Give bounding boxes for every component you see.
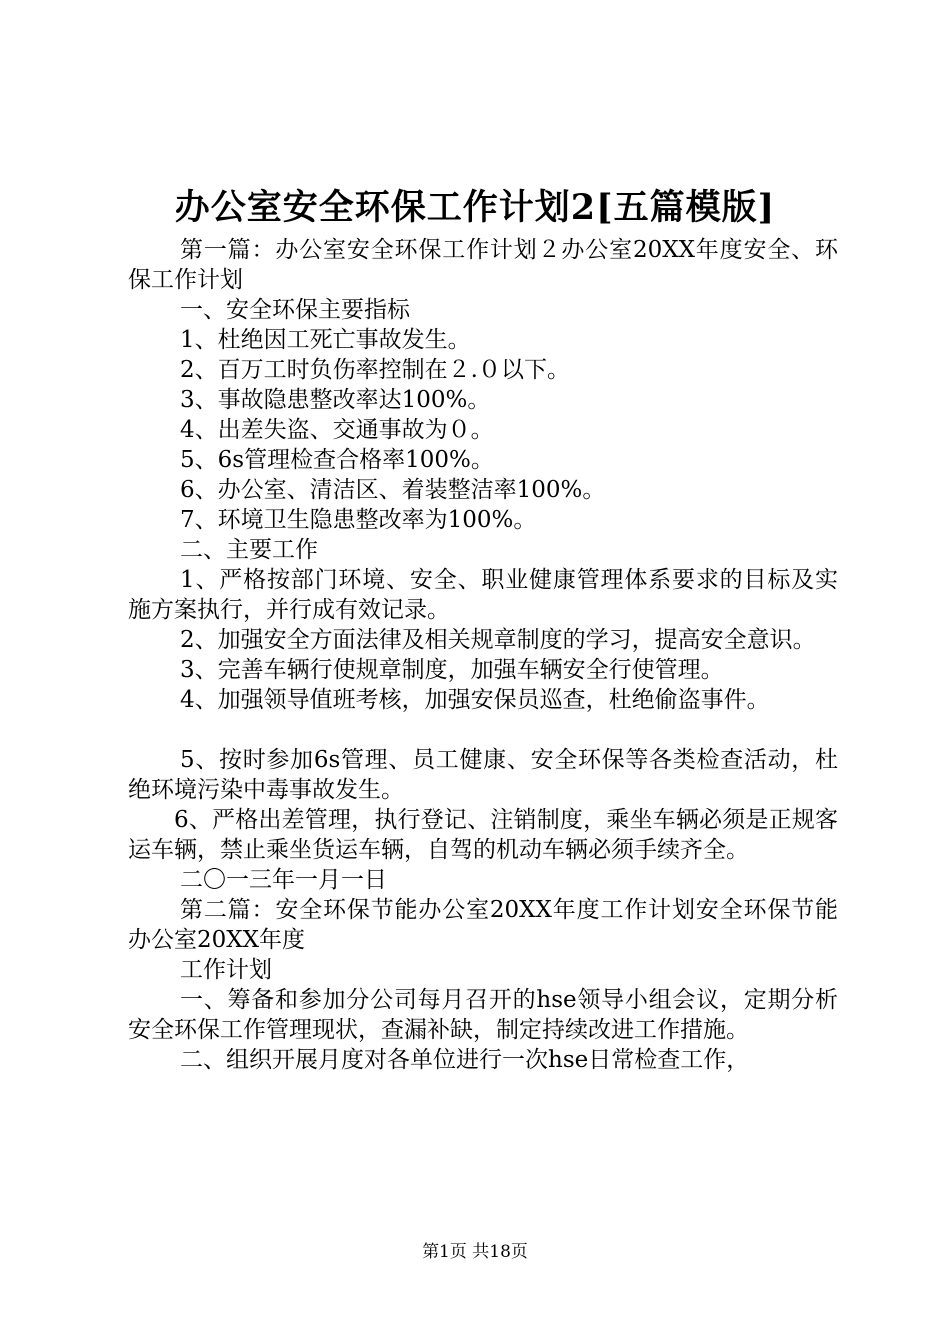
- document-title: 办公室安全环保工作计划2[五篇模版]: [174, 187, 776, 228]
- work-item: 6、严格出差管理，执行登记、注销制度，乘坐车辆必须是正规客运车辆，禁止乘坐货运车辆，自驾的机动车辆必须手续齐全。: [128, 807, 838, 863]
- section-heading-indicators: 一、安全环保主要指标: [180, 297, 410, 323]
- work-item: 2、加强安全方面法律及相关规章制度的学习，提高安全意识。: [180, 627, 816, 653]
- work-item: 4、加强领导值班考核，加强安保员巡查，杜绝偷盗事件。: [180, 687, 770, 713]
- work-item: 1、严格按部门环境、安全、职业健康管理体系要求的目标及实施方案执行，并行成有效记录。: [128, 567, 838, 623]
- plan-item: 二、组织开展月度对各单位进行一次hse日常检查工作，: [180, 1047, 750, 1073]
- indicator-item: 7、环境卫生隐患整改率为100%。: [180, 507, 537, 533]
- work-item: 3、完善车辆行使规章制度，加强车辆安全行使管理。: [180, 657, 724, 683]
- document-date: 二〇一三年一月一日: [180, 867, 387, 893]
- page-footer: 第1页 共18页: [422, 1242, 528, 1262]
- paragraph-intro: 第一篇：办公室安全环保工作计划２办公室20XX年度安全、环保工作计划: [128, 237, 838, 293]
- paragraph-work-plan: 工作计划: [180, 957, 272, 983]
- indicator-item: 5、6s管理检查合格率100%。: [180, 447, 494, 473]
- document-body: [128, 235, 838, 1075]
- plan-item: 一、筹备和参加分公司每月召开的hse领导小组会议，定期分析安全环保工作管理现状，查漏补缺，制定持续改进工作措施。: [128, 987, 838, 1043]
- indicator-item: 4、出差失盗、交通事故为０。: [180, 417, 494, 443]
- indicator-item: 2、百万工时负伤率控制在２.０以下。: [180, 357, 570, 383]
- section-heading-main-work: 二、主要工作: [180, 537, 318, 563]
- indicator-item: 6、办公室、清洁区、着装整洁率100%。: [180, 477, 606, 503]
- indicator-item: 3、事故隐患整改率达100%。: [180, 387, 491, 413]
- paragraph-second-part: 第二篇：安全环保节能办公室20XX年度工作计划安全环保节能办公室20XX年度: [128, 897, 838, 953]
- indicator-item: 1、杜绝因工死亡事故发生。: [180, 327, 471, 353]
- work-item: 5、按时参加6s管理、员工健康、安全环保等各类检查活动，杜绝环境污染中毒事故发生。: [128, 747, 838, 803]
